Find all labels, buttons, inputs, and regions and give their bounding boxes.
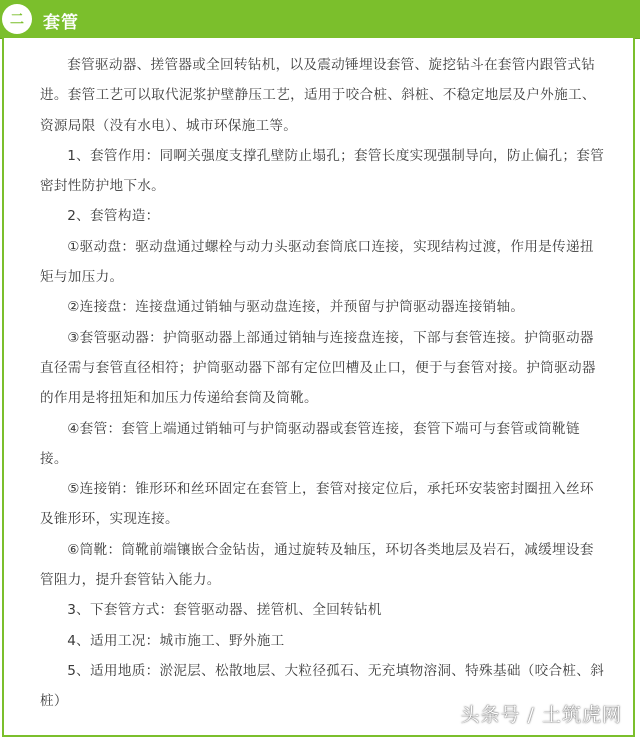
intro-paragraph: 套管驱动器、搓管器或全回转钻机，以及震动锤埋设套管、旋挖钻斗在套管内跟管式钻进。套管工艺可以取代泥浆护壁静压工艺，适用于咬合桩、斜桩、不稳定地层及户外施工、资源局限（没有水电）、城市环保施工等。 — [40, 57, 596, 134]
paragraph-shoe: ⑥筒靴：筒靴前端镶嵌合金钻齿，通过旋转及轴压，环切各类地层及岩石，减缓埋设套管阻力，提升套管钻入能力。 — [40, 541, 594, 589]
paragraph-casing: ④套管：套管上端通过销轴可与护筒驱动器或套管连接，套管下端可与套管或筒靴链接。 — [40, 420, 580, 467]
section-number-badge: 二 — [2, 4, 32, 34]
section-header — [0, 0, 640, 39]
section-title: 套管 — [43, 13, 79, 33]
paragraph-connecting-pin: ⑤连接销：锥形环和丝环固定在套管上，套管对接定位后，承托环安装密封圈扭入丝环及锥形环，实现连接。 — [40, 481, 594, 528]
paragraph-casing-function: 1、套管作用：同啊关强度支撑孔壁防止塌孔；套管长度实现强制导向，防止偏孔；套管密封性防护地下水。 — [40, 147, 605, 195]
watermark: 头条号 / 土筑虎网 — [460, 704, 622, 726]
paragraph-casing-structure: 2、套管构造： — [67, 208, 160, 225]
paragraph-geology: 5、适用地质：淤泥层、松散地层、大粒径孤石、无充填物溶洞、特殊基础（咬合桩、斜桩） — [40, 662, 605, 710]
paragraph-working-conditions: 4、适用工况：城市施工、野外施工 — [67, 632, 285, 649]
article-body — [40, 50, 605, 717]
paragraph-drive-plate: ①驱动盘：驱动盘通过螺栓与动力头驱动套筒底口连接，实现结构过渡，作用是传递扭矩与加压力。 — [40, 238, 594, 286]
paragraph-casing-driver: ③套管驱动器：护筒驱动器上部通过销轴与连接盘连接，下部与套管连接。护筒驱动器直径需与套管直径相符；护筒驱动器下部有定位凹槽及止口，便于与套管对接。护筒驱动器的作用是将扭矩和加压力传递给套筒及筒靴。 — [40, 329, 596, 407]
paragraph-installation-method: 3、下套管方式：套管驱动器、搓管机、全回转钻机 — [67, 602, 382, 619]
paragraph-connecting-plate: ②连接盘：连接盘通过销轴与驱动盘连接，并预留与护筒驱动器连接销轴。 — [67, 299, 525, 316]
